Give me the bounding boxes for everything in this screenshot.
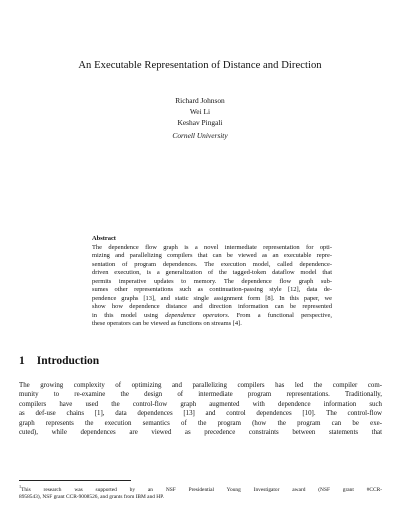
section-number: 1: [19, 355, 25, 367]
body-line: compilers have used the control-flow graph augmented with dependence information such: [19, 400, 382, 408]
abstract: [92, 235, 332, 329]
abstract-line: The dependence flow graph is a novel intermediate representation for opti-: [92, 243, 332, 251]
affiliation: Cornell University: [172, 131, 228, 140]
body-line: as def-use chains [1], data dependences [13] and control dependences [10]. The control-flow: [19, 410, 382, 418]
body-line: munity to re-examine the design of intermediate program representations. Traditionally,: [19, 391, 382, 399]
body-line: The growing complexity of optimizing and parallelizing compilers has led the compiler com-: [19, 382, 382, 389]
abstract-line: pendence graphs [13], and static single assignment form [8]. In this paper, we: [92, 294, 332, 302]
paper-title: An Executable Representation of Distance and Direction: [78, 60, 322, 71]
author-list: [0, 96, 400, 128]
abstract-text: in this model using: [92, 311, 166, 319]
footnote-line: [19, 483, 382, 494]
footnote-mark: 1: [19, 484, 22, 489]
footnote-rule: [19, 480, 131, 481]
body-line: cuted), while dependences are viewed as precedence constraints between statements that: [19, 429, 382, 437]
abstract-text: . From a functional perspective,: [227, 311, 332, 319]
abstract-line: [92, 312, 332, 321]
author-name: Richard Johnson: [175, 96, 225, 105]
body-line: graph represents the execution semantics of the program (how the program can be exe-: [19, 419, 382, 427]
author-name: Keshav Pingali: [177, 117, 223, 127]
footnote: [19, 483, 382, 502]
abstract-emphasis: dependence operators: [165, 311, 228, 319]
footnote-text: This research was supported by an NSF Presidential Young Investigator award (NSF grant #CCR-: [21, 486, 382, 493]
body-text: [19, 381, 382, 438]
author-name: Wei Li: [189, 106, 211, 116]
abstract-line: driven execution, is a generalization of the tagged-token dataflow model that: [92, 269, 332, 277]
footnote-line: 8958543), NSF grant CCR-9008526, and grants from IBM and HP.: [19, 494, 164, 501]
section-heading: [19, 355, 99, 367]
abstract-line: show how dependence distance and direction information can be represented: [92, 303, 332, 311]
abstract-line: sumes other representations such as continuation-passing style [12], data de-: [92, 286, 332, 294]
abstract-line: sentation of program dependences. The execution model, called dependence-: [92, 260, 332, 268]
abstract-line: mizing and parallelizing compilers that can be viewed as an executable repre-: [92, 252, 332, 260]
abstract-heading: Abstract: [92, 235, 116, 242]
section-title: Introduction: [36, 355, 100, 367]
abstract-line: permits imperative updates to memory. The dependence flow graph sub-: [92, 277, 332, 285]
abstract-line: these operators can be viewed as functions on streams [4].: [92, 320, 242, 328]
